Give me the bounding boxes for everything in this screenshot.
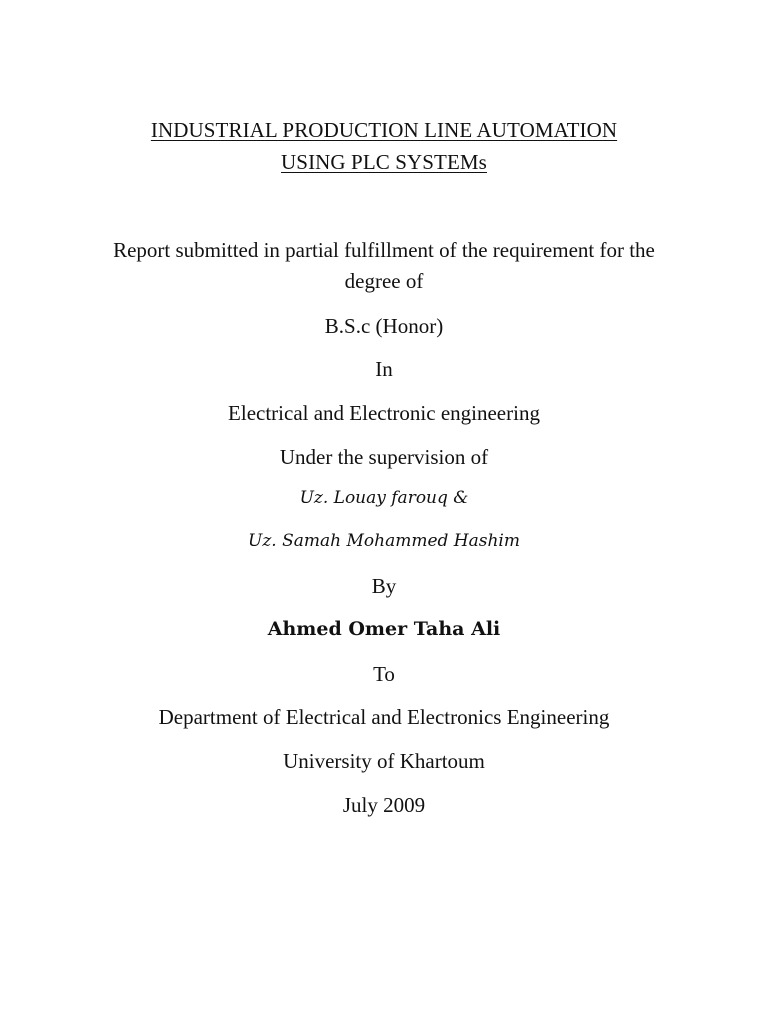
in-text: In — [375, 357, 393, 381]
department-name: Department of Electrical and Electronics Engineering — [158, 705, 610, 729]
degree-name: B.S.c (Honor) — [324, 314, 444, 338]
submission-date: July 2009 — [342, 793, 426, 817]
to-text: To — [373, 662, 395, 686]
report-statement-line-1: Report submitted in partial fulfillment of the requirement for the — [113, 238, 655, 262]
field-of-study: Electrical and Electronic engineering — [228, 401, 540, 425]
supervisor-1: Uz. Louay farouq & — [299, 488, 469, 508]
report-statement-line-2: degree of — [344, 269, 424, 293]
by-text: By — [371, 574, 397, 598]
supervisor-2: Uz. Samah Mohammed Hashim — [248, 531, 520, 551]
supervision-label: Under the supervision of — [279, 445, 489, 469]
title-line-1: INDUSTRIAL PRODUCTION LINE AUTOMATION — [150, 118, 618, 142]
title-line-2: USING PLC SYSTEMs — [281, 150, 487, 174]
author-name: Ahmed Omer Taha Ali — [267, 618, 501, 640]
university-name: University of Khartoum — [283, 749, 485, 773]
